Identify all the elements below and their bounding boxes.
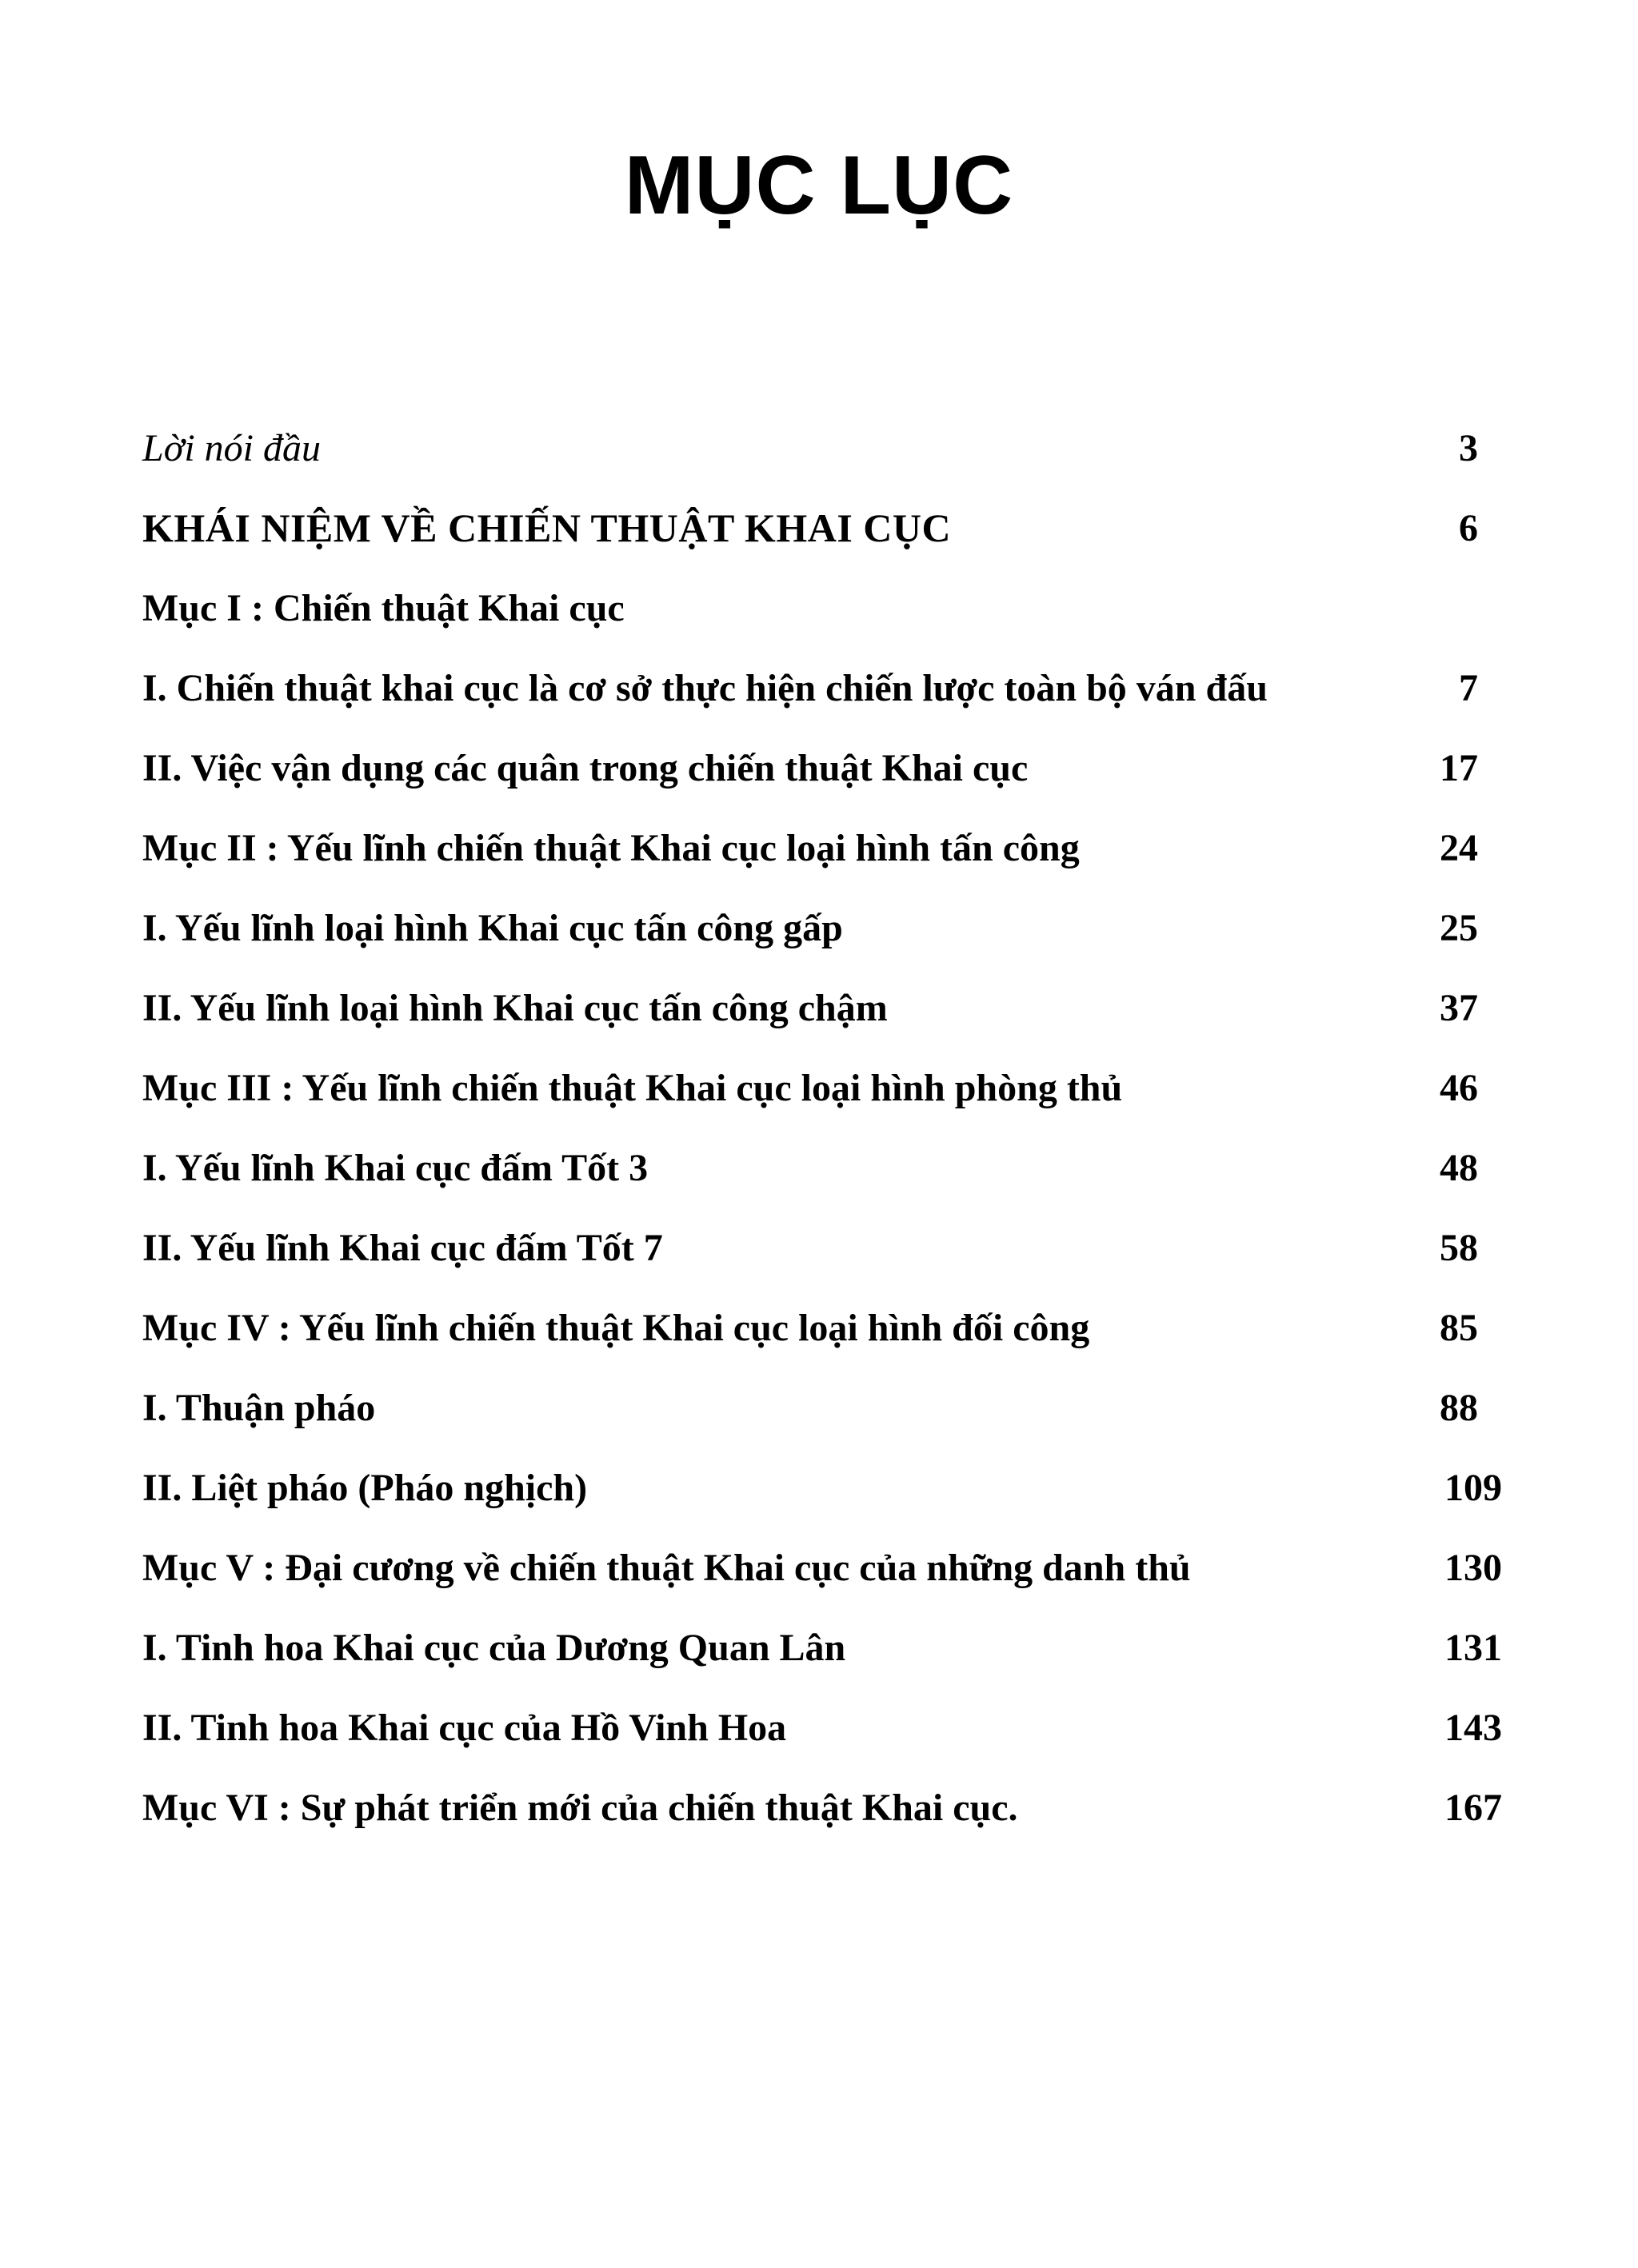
toc-entry-page: 109	[1444, 1466, 1502, 1509]
toc-entry-label: Mục III : Yếu lĩnh chiến thuật Khai cục loại hình phòng thủ	[142, 1066, 1123, 1109]
toc-entry[interactable]	[142, 968, 1502, 1048]
table-of-contents	[142, 408, 1502, 1847]
toc-entry-page: 46	[1440, 1066, 1478, 1109]
toc-entry-page: 85	[1440, 1306, 1478, 1349]
toc-entry-label: I. Yếu lĩnh Khai cục đấm Tốt 3	[142, 1146, 649, 1189]
toc-entry[interactable]	[142, 1368, 1502, 1447]
toc-entry-label: I. Thuận pháo	[142, 1386, 376, 1429]
toc-entry[interactable]	[142, 888, 1502, 968]
toc-entry-page: 88	[1440, 1386, 1478, 1429]
toc-entry-page: 24	[1440, 826, 1478, 869]
toc-entry-page: 37	[1440, 986, 1478, 1029]
toc-entry[interactable]	[142, 728, 1502, 808]
toc-entry-page: 3	[1459, 426, 1478, 469]
toc-entry-label: Mục VI : Sự phát triển mới của chiến thuật Khai cục.	[142, 1786, 1018, 1829]
toc-entry[interactable]	[142, 1767, 1502, 1847]
toc-entry-label: Mục V : Đại cương về chiến thuật Khai cục của những danh thủ	[142, 1546, 1191, 1589]
toc-entry-page: 6	[1459, 506, 1478, 549]
toc-entry[interactable]	[142, 1607, 1502, 1687]
toc-entry-label: Mục II : Yếu lĩnh chiến thuật Khai cục loại hình tấn công	[142, 826, 1080, 869]
toc-entry-label: II. Tinh hoa Khai cục của Hồ Vinh Hoa	[142, 1706, 787, 1749]
toc-entry-label: II. Việc vận dụng các quân trong chiến thuật Khai cục	[142, 746, 1029, 789]
toc-entry-page: 130	[1444, 1546, 1502, 1589]
toc-entry[interactable]	[142, 1527, 1502, 1607]
toc-entry-page: 7	[1459, 666, 1478, 709]
toc-entry-label: I. Yếu lĩnh loại hình Khai cục tấn công gấp	[142, 906, 843, 949]
toc-entry-label: Mục IV : Yếu lĩnh chiến thuật Khai cục loại hình đối công	[142, 1306, 1090, 1349]
toc-entry-page: 17	[1440, 746, 1478, 789]
toc-entry-label: Lời nói đầu	[142, 426, 321, 469]
toc-entry[interactable]	[142, 1048, 1502, 1128]
toc-entry[interactable]	[142, 1128, 1502, 1208]
toc-entry-label: I. Chiến thuật khai cục là cơ sở thực hiện chiến lược toàn bộ ván đấu	[142, 666, 1268, 709]
toc-entry[interactable]	[142, 1208, 1502, 1288]
toc-entry[interactable]	[142, 568, 1502, 648]
toc-entry-label: KHÁI NIỆM VỀ CHIẾN THUẬT KHAI CỤC	[142, 505, 952, 550]
toc-entry-page: 143	[1444, 1706, 1502, 1749]
toc-entry-page: 131	[1444, 1626, 1502, 1669]
toc-entry-page: 58	[1440, 1226, 1478, 1269]
toc-entry-label: II. Liệt pháo (Pháo nghịch)	[142, 1466, 588, 1509]
toc-entry-page: 48	[1440, 1146, 1478, 1189]
toc-entry-chapter[interactable]	[142, 488, 1502, 568]
toc-entry[interactable]	[142, 1687, 1502, 1767]
toc-entry[interactable]	[142, 648, 1502, 728]
toc-entry[interactable]	[142, 1288, 1502, 1368]
toc-entry-page: 167	[1444, 1786, 1502, 1829]
toc-entry-label: Mục I : Chiến thuật Khai cục	[142, 586, 625, 629]
toc-entry-label: II. Yếu lĩnh loại hình Khai cục tấn công chậm	[142, 986, 888, 1029]
toc-entry-intro[interactable]	[142, 408, 1502, 488]
toc-entry-label: I. Tinh hoa Khai cục của Dương Quan Lân	[142, 1626, 846, 1669]
page-title: MỤC LỤC	[624, 139, 1014, 232]
toc-entry[interactable]	[142, 1447, 1502, 1527]
toc-entry[interactable]	[142, 808, 1502, 888]
toc-entry-label: II. Yếu lĩnh Khai cục đấm Tốt 7	[142, 1226, 663, 1269]
toc-entry-page: 25	[1440, 906, 1478, 949]
